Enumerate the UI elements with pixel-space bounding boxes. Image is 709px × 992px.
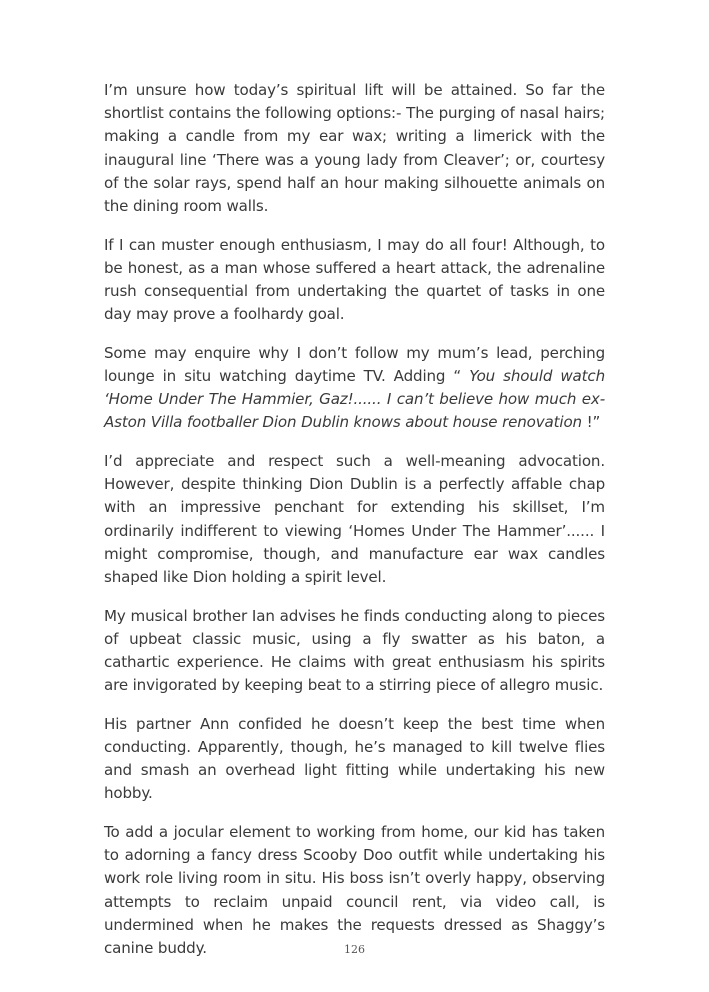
page-number: 126: [344, 943, 365, 956]
paragraph-2: If I can muster enough enthusiasm, I may do all four! Although, to be honest, as a man whose suffered a heart attack, the adrenaline rush consequential from undertaking the quartet of tasks in one day may prove a foolhardy goal.: [104, 235, 605, 324]
body-text: [104, 79, 605, 960]
paragraph-3-end: !”: [581, 413, 601, 432]
paragraph-1: I’m unsure how today’s spiritual lift will be attained. So far the shortlist contains the following options:- The purging of nasal hairs; making a candle from my ear wax; writing a limerick with the inaugural line ‘There was a young lady from Cleaver’; or, courtesy of the solar rays, spend half an hour making silhouette animals on the dining room walls.: [104, 81, 605, 216]
paragraph-6: His partner Ann confided he doesn’t keep the best time when conducting. Apparently, though, he’s managed to kill twelve flies and smash an overhead light fitting while undertaking his new hobby.: [104, 714, 605, 803]
paragraph-3-start: Some may enquire why I don’t follow my mum’s lead, perching lounge in situ watching daytime TV. Adding “: [104, 343, 605, 386]
paragraph-3: [104, 342, 605, 435]
paragraph-3-quote: You should watch ‘Home Under The Hammier, Gaz!...... I can’t believe how much ex-Aston Villa footballer Dion Dublin knows about house renovation: [104, 367, 605, 432]
paragraph-5: My musical brother Ian advises he finds conducting along to pieces of upbeat classic music, using a fly swatter as his baton, a cathartic experience. He claims with great enthusiasm his spirits are invigorated by keeping beat to a stirring piece of allegro music.: [104, 606, 605, 695]
paragraph-7: To add a jocular element to working from home, our kid has taken to adorning a fancy dress Scooby Doo outfit while undertaking his work role living room in situ. His boss isn’t overly happy, observing attempts to reclaim unpaid council rent, via video call, is undermined when he makes the requests dressed as Shaggy’s canine buddy.: [104, 823, 605, 958]
paragraph-4: I’d appreciate and respect such a well-meaning advocation. However, despite thinking Dion Dublin is a perfectly affable chap with an impressive penchant for extending his skillset, I’m ordinarily indifferent to viewing ‘Homes Under The Hammer’...... I might compromise, though, and manufacture ear wax candles shaped like Dion holding a spirit level.: [104, 452, 605, 587]
